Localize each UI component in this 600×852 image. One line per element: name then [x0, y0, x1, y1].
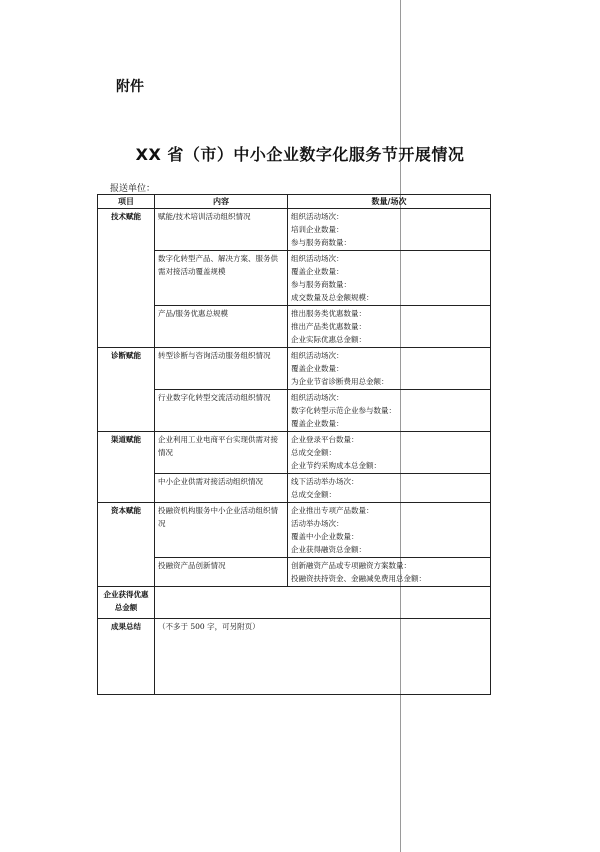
quantity-item: 总成交金额：: [291, 448, 336, 457]
attachment-label: 附件: [116, 79, 144, 95]
quantity-item: 覆盖企业数量：: [291, 364, 344, 373]
content-cell: 产品/服务优惠总规模: [155, 306, 288, 348]
quantity-item: 参与服务商数量：: [291, 280, 351, 289]
quantity-item: 数字化转型示范企业参与数量：: [291, 406, 396, 415]
summary-note: （不多于 500 字，可另附页）: [158, 622, 260, 631]
header-quantity: 数量/场次: [288, 195, 491, 209]
quantity-item: 企业获得融资总金额：: [291, 545, 366, 554]
table-row: [98, 503, 491, 558]
table-row: [98, 209, 491, 251]
table-row: [98, 432, 491, 474]
quantity-cell: [288, 209, 491, 251]
quantity-item: 参与服务商数量：: [291, 238, 351, 247]
content-cell: 投融资机构服务中小企业活动组织情况: [155, 503, 288, 558]
quantity-item: 总成交金额：: [291, 490, 336, 499]
project-cell: 技术赋能: [98, 209, 155, 348]
table-row: [98, 474, 491, 503]
quantity-item: 企业登录平台数量：: [291, 435, 359, 444]
quantity-item: 投融资扶持资金、金融减免费用总金额：: [291, 574, 426, 583]
content-cell: 数字化转型产品、解决方案、服务供需对接活动覆盖规模: [155, 251, 288, 306]
header-content: 内容: [155, 195, 288, 209]
project-cell: 诊断赋能: [98, 348, 155, 432]
document-title: XX 省（市）中小企业数字化服务节开展情况: [135, 145, 465, 164]
content-cell: 投融资产品创新情况: [155, 558, 288, 587]
table-row: [98, 390, 491, 432]
quantity-item: 培训企业数量：: [291, 225, 344, 234]
quantity-item: 推出产品类优惠数量：: [291, 322, 366, 331]
quantity-cell: [288, 503, 491, 558]
quantity-cell: [288, 306, 491, 348]
content-cell: 赋能/技术培训活动组织情况: [155, 209, 288, 251]
quantity-cell: [288, 432, 491, 474]
table-row: [98, 251, 491, 306]
quantity-item: 企业实际优惠总金额：: [291, 335, 366, 344]
quantity-cell: [288, 390, 491, 432]
quantity-item: 线下活动举办场次：: [291, 477, 359, 486]
quantity-cell: [288, 474, 491, 503]
quantity-item: 创新融资产品或专项融资方案数量：: [291, 561, 411, 570]
quantity-item: 企业推出专项产品数量：: [291, 506, 374, 515]
quantity-item: 活动举办场次：: [291, 519, 344, 528]
quantity-item: 组织活动场次：: [291, 212, 344, 221]
reporting-unit-label: 报送单位：: [110, 184, 156, 194]
quantity-item: 组织活动场次：: [291, 351, 344, 360]
quantity-item: 组织活动场次：: [291, 254, 344, 263]
table-row: [98, 619, 491, 695]
summary-cell: [155, 619, 491, 695]
quantity-cell: [288, 348, 491, 390]
quantity-item: 覆盖中小企业数量：: [291, 532, 359, 541]
content-cell: 企业利用工业电商平台实现供需对接情况: [155, 432, 288, 474]
content-cell: 中小企业供需对接活动组织情况: [155, 474, 288, 503]
table-row: [98, 306, 491, 348]
quantity-item: 企业节约采购成本总金额：: [291, 461, 381, 470]
quantity-item: 组织活动场次：: [291, 393, 344, 402]
table-row: [98, 348, 491, 390]
table-header-row: [98, 195, 491, 209]
header-project: 项目: [98, 195, 155, 209]
quantity-item: 覆盖企业数量：: [291, 267, 344, 276]
discount-total-label: 企业获得优惠总金额: [98, 587, 155, 619]
project-cell: 渠道赋能: [98, 432, 155, 503]
quantity-cell: [288, 558, 491, 587]
quantity-item: 覆盖企业数量：: [291, 419, 344, 428]
table-row: [98, 558, 491, 587]
discount-total-value: [155, 587, 491, 619]
project-cell: 资本赋能: [98, 503, 155, 587]
summary-label: 成果总结: [98, 619, 155, 695]
quantity-item: 推出服务类优惠数量：: [291, 309, 366, 318]
service-festival-table: [97, 194, 491, 695]
quantity-item: 成交数量及总金额规模：: [291, 293, 374, 302]
table-row: [98, 587, 491, 619]
content-cell: 转型诊断与咨询活动服务组织情况: [155, 348, 288, 390]
quantity-item: 为企业节省诊断费用总金额：: [291, 377, 389, 386]
quantity-cell: [288, 251, 491, 306]
content-cell: 行业数字化转型交流活动组织情况: [155, 390, 288, 432]
